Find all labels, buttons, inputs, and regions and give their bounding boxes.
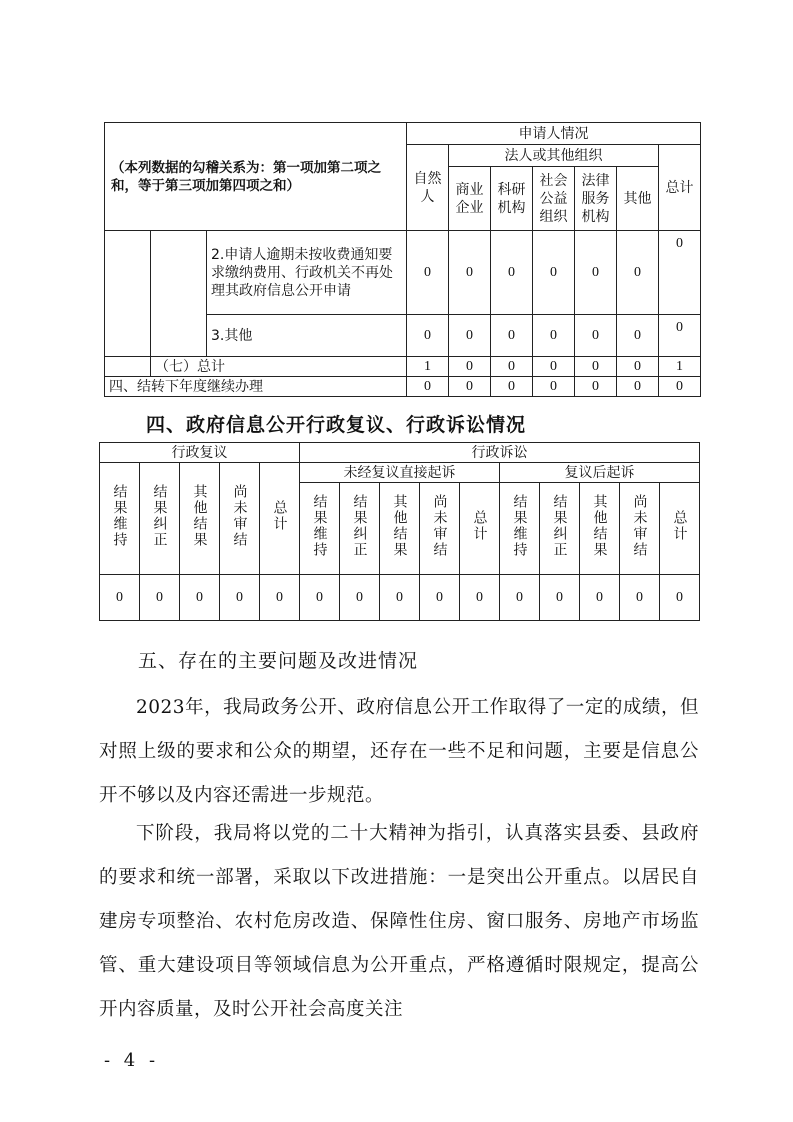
legal-header: 法人或其他组织 bbox=[449, 145, 659, 167]
col-header: 尚未审结 bbox=[220, 463, 260, 575]
legal-col-commercial: 商业企业 bbox=[449, 167, 491, 231]
col-header: 总计 bbox=[660, 483, 700, 575]
natural-person-header: 自然人 bbox=[407, 145, 449, 231]
applicant-header: 申请人情况 bbox=[407, 123, 701, 145]
direct-litigation-header: 未经复议直接起诉 bbox=[300, 463, 500, 483]
row-label: 四、结转下年度继续办理 bbox=[105, 377, 407, 397]
col-header: 结果维持 bbox=[500, 483, 540, 575]
review-header: 行政复议 bbox=[100, 443, 300, 463]
col-header: 尚未审结 bbox=[620, 483, 660, 575]
row-label: （七）总计 bbox=[151, 357, 407, 377]
col-header: 其他结果 bbox=[580, 483, 620, 575]
section5-title: 五、存在的主要问题及改进情况 bbox=[138, 650, 419, 672]
table-row: 四、结转下年度继续办理 0 0 0 0 0 0 0 bbox=[105, 377, 701, 397]
col-header: 尚未审结 bbox=[420, 483, 460, 575]
legal-col-research: 科研机构 bbox=[491, 167, 533, 231]
review-litigation-table bbox=[99, 442, 700, 621]
after-review-header: 复议后起诉 bbox=[500, 463, 700, 483]
col-header: 结果纠正 bbox=[340, 483, 380, 575]
col-header: 总计 bbox=[460, 483, 500, 575]
col-header: 总计 bbox=[260, 463, 300, 575]
section4-title: 四、政府信息公开行政复议、行政诉讼情况 bbox=[146, 414, 527, 436]
relation-note: （本列数据的勾稽关系为：第一项加第二项之和，等于第三项加第四项之和） bbox=[105, 123, 407, 231]
row-label: 3.其他 bbox=[207, 315, 407, 357]
col-header: 结果维持 bbox=[100, 463, 140, 575]
col-header: 结果维持 bbox=[300, 483, 340, 575]
col-header: 结果纠正 bbox=[140, 463, 180, 575]
applicant-table bbox=[104, 122, 701, 397]
litigation-header: 行政诉讼 bbox=[300, 443, 700, 463]
table-row: 2.申请人逾期未按收费通知要求缴纳费用、行政机关不再处理其政府信息公开申请 0 0 0 0 0 0 0 bbox=[105, 231, 701, 315]
page-number: - 4 - bbox=[104, 1050, 160, 1071]
table-row: 3.其他 0 0 0 0 0 0 0 bbox=[105, 315, 701, 357]
paragraph-1: 2023年，我局政务公开、政府信息公开工作取得了一定的成绩，但对照上级的要求和公众的期望，还存在一些不足和问题，主要是信息公开不够以及内容还需进一步规范。 bbox=[99, 697, 699, 806]
col-header: 结果纠正 bbox=[540, 483, 580, 575]
paragraph-2: 下阶段，我局将以党的二十大精神为指引，认真落实县委、县政府的要求和统一部署，采取以下改进措施：一是突出公开重点。以居民自建房专项整治、农村危房改造、保障性住房、窗口服务、房地产市场监管、重大建设项目等领域信息为公开重点，严格遵循时限规定，提高公开内容质量，及时公开社会高度关注 bbox=[99, 823, 699, 1020]
total-header: 总计 bbox=[659, 145, 701, 231]
col-header: 其他结果 bbox=[380, 483, 420, 575]
col-header: 其他结果 bbox=[180, 463, 220, 575]
table-row: 0 0 0 0 0 0 0 0 0 0 0 0 0 0 0 bbox=[100, 575, 700, 621]
table-row: （七）总计 1 0 0 0 0 0 1 bbox=[105, 357, 701, 377]
legal-col-legal-service: 法律服务机构 bbox=[575, 167, 617, 231]
legal-col-other: 其他 bbox=[617, 167, 659, 231]
legal-col-public-welfare: 社会公益组织 bbox=[533, 167, 575, 231]
row-label: 2.申请人逾期未按收费通知要求缴纳费用、行政机关不再处理其政府信息公开申请 bbox=[207, 231, 407, 315]
